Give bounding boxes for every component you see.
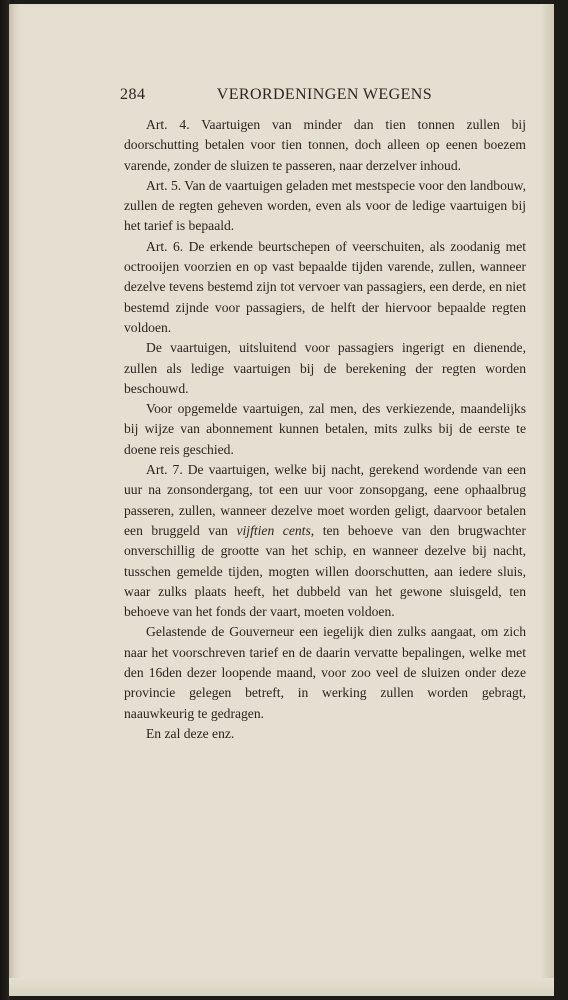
- paragraph-gelastende: Gelastende de Gouverneur een iegelijk dien zulks aangaat, om zich naar het voorschreven tarief en de daarin vervatte bepalingen, welke met den 16den dezer loopende maand, voor zoo veel de sluizen onder deze provincie gelegen betreft, in werking zullen worden gebragt, naauwkeurig te gedragen.: [124, 624, 526, 721]
- art-7-text: Art. 7. De vaartuigen, welke bij nacht, gerekend wordende van een uur na zonsondergang, tot een uur voor zonsopgang, eene ophaalbrug passeren, zullen, wanneer dezelve moet worden geligt, daarvoor betalen een bruggeld van: [124, 462, 526, 538]
- paragraph-passenger-vessels: De vaartuigen, uitsluitend voor passagiers ingerigt en dienende, zullen als ledige vaartuigen bij de berekening der regten worden beschouwd.: [124, 340, 526, 396]
- page-number: 284: [120, 86, 146, 103]
- page-bottom-edge: [9, 978, 554, 996]
- paragraph-closing: En zal deze enz.: [146, 725, 235, 741]
- paragraph-art-4: Art. 4. Vaartuigen van minder dan tien tonnen zullen bij doorschutting betalen voor tien tonnen, doch alleen op eenen boezem varende, zonder de sluizen te passeren, naar derzelver inhoud.: [124, 117, 526, 173]
- art-7-italic-amount: vijftien cents: [236, 522, 311, 538]
- running-title: VERORDENINGEN WEGENS: [216, 86, 432, 103]
- page-header: [120, 86, 432, 108]
- page-fore-edge: [540, 4, 554, 996]
- body-text: [124, 115, 526, 744]
- paragraph-art-6: Art. 6. De erkende beurtschepen of veerschuiten, als zoodanig met octrooijen voorzien en op vast bepaalde tijden varende, zullen, wanneer dezelve tevens bestemd zijn tot vervoer van passagiers, een derde, en niet bestemd zijnde voor passagiers, de helft der hiervoor bepaalde regten voldoen.: [124, 238, 526, 335]
- art-7-rest: , ten behoeve van den brugwachter onverschillig de grootte van het schip, en wanneer dezelve bij nacht, tusschen gemelde tijden, mogten willen doorschutten, aan iedere sluis, waar zulks plaats heeft, het dubbeld van het gewone sluisgeld, ten behoeve van het fonds der vaart, moeten voldoen.: [124, 522, 526, 620]
- paragraph-abonnement: Voor opgemelde vaartuigen, zal men, des verkiezende, maandelijks bij wijze van abonnement kunnen betalen, mits zulks bij de eerste te doene reis geschied.: [124, 401, 526, 457]
- paragraph-art-5: Art. 5. Van de vaartuigen geladen met mestspecie voor den landbouw, zullen de regten geheven worden, even als voor de ledige vaartuigen bij het tarief is bepaald.: [124, 177, 526, 234]
- paragraph-art-7: [124, 460, 526, 622]
